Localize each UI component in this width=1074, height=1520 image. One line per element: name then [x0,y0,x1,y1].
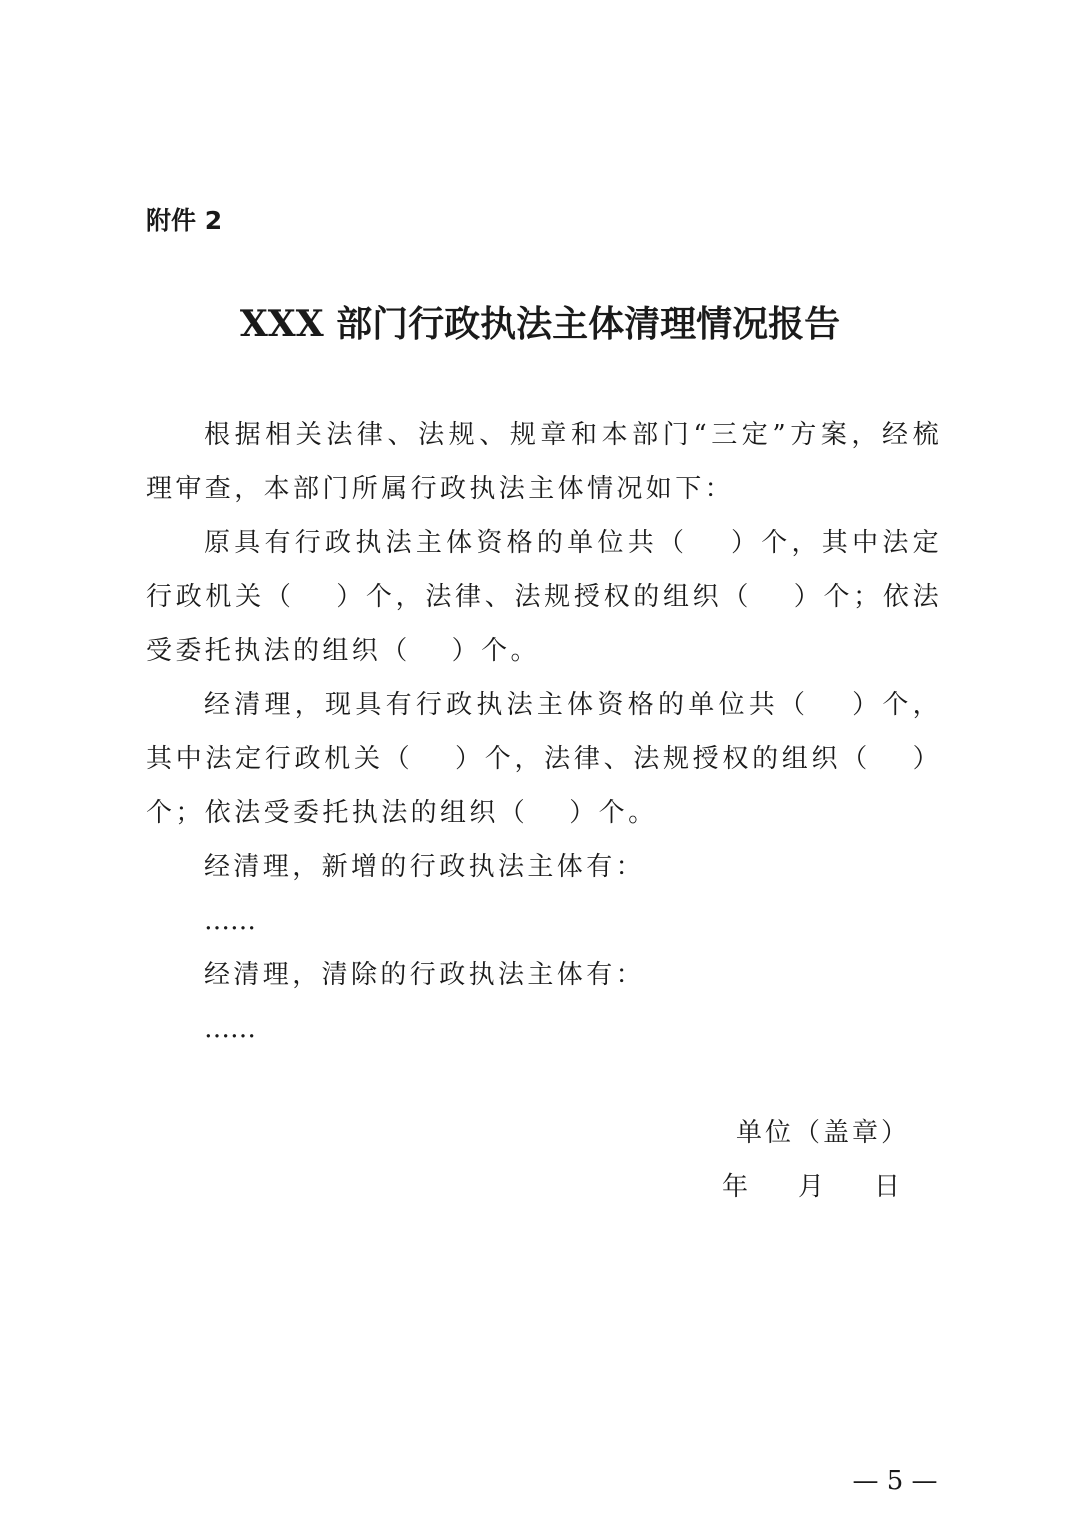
signature-block [660,1106,940,1214]
date-year-label: 年 [722,1172,752,1202]
signature-date [660,1160,940,1214]
removed-entities-ellipsis: …… [204,1014,256,1044]
signature-unit-seal: 单位（盖章） [736,1118,911,1148]
added-entities-ellipsis: …… [204,906,256,936]
original-entities-paragraph: 原具有行政执法主体资格的单位共（ ）个，其中法定行政机关（ ）个，法律、法规授权的组织（ ）个；依法受委托执法的组织（ ）个。 [146,528,942,666]
removed-entities-heading: 经清理，清除的行政执法主体有： [204,960,646,990]
attachment-label: 附件 2 [146,206,223,235]
page-number: — 5 — [852,1466,938,1496]
document-title: XXX 部门行政执法主体清理情况报告 [239,303,841,345]
date-day-label: 日 [874,1172,904,1202]
intro-paragraph: 根据相关法律、法规、规章和本部门“三定”方案，经梳理审查，本部门所属行政执法主体情况如下： [146,420,942,504]
report-body [146,408,942,1056]
date-month-label: 月 [798,1172,828,1202]
added-entities-heading: 经清理，新增的行政执法主体有： [204,852,646,882]
current-entities-paragraph: 经清理，现具有行政执法主体资格的单位共（ ）个，其中法定行政机关（ ）个，法律、法规授权的组织（ ）个；依法受委托执法的组织（ ）个。 [146,690,942,828]
